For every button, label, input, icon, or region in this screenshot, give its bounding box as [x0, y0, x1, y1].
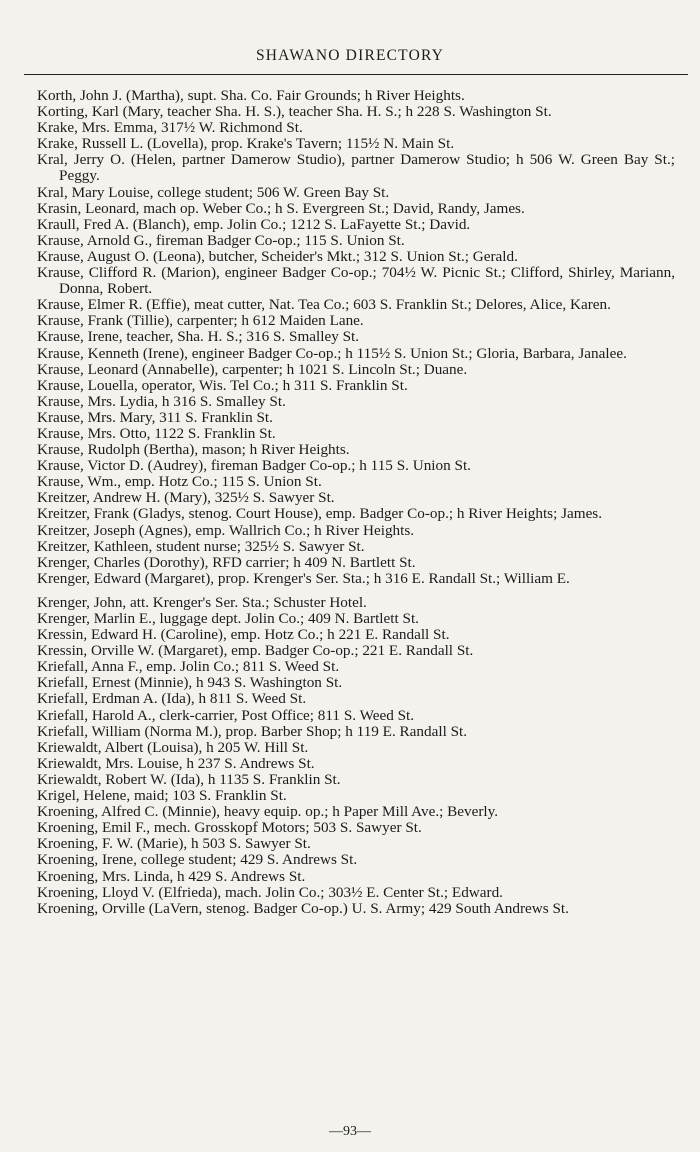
directory-entry: Kriefall, Harold A., clerk-carrier, Post Office; 811 S. Weed St.: [37, 706, 415, 724]
directory-entry: Kral, Mary Louise, college student; 506 W. Green Bay St.: [37, 183, 390, 201]
directory-entry: Kriefall, Erdman A. (Ida), h 811 S. Weed St.: [37, 690, 307, 708]
directory-entry: Krause, Leonard (Annabelle), carpenter; h 1021 S. Lincoln St.; Duane.: [37, 360, 468, 378]
directory-entry: Krause, August O. (Leona), butcher, Scheider's Mkt.; 312 S. Union St.; Gerald.: [37, 247, 518, 265]
directory-entry: Krenger, Charles (Dorothy), RFD carrier; h 409 N. Bartlett St.: [37, 553, 416, 571]
directory-entry: Krake, Russell L. (Lovella), prop. Krake's Tavern; 115½ N. Main St.: [37, 135, 455, 153]
page-number: —93—: [329, 1124, 371, 1139]
directory-entry: Kressin, Edward H. (Caroline), emp. Hotz Co.; h 221 E. Randall St.: [37, 626, 450, 644]
directory-entry: Krause, Arnold G., fireman Badger Co-op.; 115 S. Union St.: [37, 231, 405, 249]
directory-entry: Krause, Frank (Tillie), carpenter; h 612 Maiden Lane.: [37, 312, 364, 330]
directory-entry: Kroening, Orville (LaVern, stenog. Badger Co-op.) U. S. Army; 429 South Andrews St.: [37, 899, 569, 917]
directory-entry: Kreitzer, Kathleen, student nurse; 325½ S. Sawyer St.: [37, 537, 365, 555]
directory-entry: Krause, Mrs. Otto, 1122 S. Franklin St.: [37, 424, 276, 442]
directory-entry: Kroening, Irene, college student; 429 S. Andrews St.: [37, 851, 358, 869]
directory-entry: Kreitzer, Andrew H. (Mary), 325½ S. Sawyer St.: [37, 489, 335, 507]
directory-entry: Krause, Rudolph (Bertha), mason; h River Heights.: [37, 441, 350, 459]
directory-entry: Krause, Louella, operator, Wis. Tel Co.; h 311 S. Franklin St.: [37, 376, 408, 394]
directory-entry: Krenger, Edward (Margaret), prop. Krenger's Ser. Sta.; h 316 E. Randall St.; William E.: [37, 569, 570, 587]
header-rule: [24, 74, 688, 75]
directory-entry: Kriefall, William (Norma M.), prop. Barber Shop; h 119 E. Randall St.: [37, 722, 468, 740]
directory-entry: Korting, Karl (Mary, teacher Sha. H. S.), teacher Sha. H. S.; h 228 S. Washington St.: [37, 103, 552, 121]
directory-entry: Krenger, Marlin E., luggage dept. Jolin Co.; 409 N. Bartlett St.: [37, 610, 419, 627]
directory-entry: Kreitzer, Joseph (Agnes), emp. Wallrich Co.; h River Heights.: [37, 521, 415, 539]
page-header: SHAWANO DIRECTORY: [255, 47, 445, 64]
directory-entry: Kral, Jerry O. (Helen, partner Damerow Studio), partner Damerow Studio; h 506 W. Green Bay St.; Peggy.: [37, 151, 675, 185]
directory-entry: Krasin, Leonard, mach op. Weber Co.; h S. Evergreen St.; David, Randy, James.: [37, 199, 525, 217]
directory-entry: Krake, Mrs. Emma, 317½ W. Richmond St.: [37, 119, 303, 137]
directory-entry: Kroening, F. W. (Marie), h 503 S. Sawyer St.: [37, 835, 311, 853]
directory-listing: [37, 88, 675, 917]
directory-entry: Kroening, Lloyd V. (Elfrieda), mach. Jolin Co.; 303½ E. Center St.; Edward.: [37, 883, 503, 901]
directory-entry: Krause, Mrs. Lydia, h 316 S. Smalley St.: [37, 392, 286, 410]
directory-entry: Krause, Wm., emp. Hotz Co.; 115 S. Union St.: [37, 473, 322, 491]
directory-entry: Kriefall, Ernest (Minnie), h 943 S. Washington St.: [37, 674, 343, 692]
directory-entry: Krause, Kenneth (Irene), engineer Badger Co-op.; h 115½ S. Union St.; Gloria, Barbara, Janalee.: [37, 344, 627, 362]
directory-entry: Kroening, Alfred C. (Minnie), heavy equip. op.; h Paper Mill Ave.; Beverly.: [37, 803, 499, 821]
directory-entry: Kressin, Orville W. (Margaret), emp. Badger Co-op.; 221 E. Randall St.: [37, 642, 474, 660]
directory-entry: Krigel, Helene, maid; 103 S. Franklin St.: [37, 787, 287, 805]
directory-entry: Kroening, Mrs. Linda, h 429 S. Andrews St.: [37, 867, 306, 885]
directory-entry: Krause, Clifford R. (Marion), engineer Badger Co-op.; 704½ W. Picnic St.; Clifford, Shirley, Mariann, Donna, Robert.: [37, 264, 675, 298]
directory-entry: Kriewaldt, Robert W. (Ida), h 1135 S. Franklin St.: [37, 770, 341, 788]
directory-entry: Kriefall, Anna F., emp. Jolin Co.; 811 S. Weed St.: [37, 658, 340, 676]
directory-entry: Kroening, Emil F., mech. Grosskopf Motors; 503 S. Sawyer St.: [37, 819, 422, 837]
directory-entry: Krause, Victor D. (Audrey), fireman Badger Co-op.; h 115 S. Union St.: [37, 457, 471, 475]
directory-entry: Krenger, John, att. Krenger's Ser. Sta.; Schuster Hotel.: [37, 593, 367, 611]
directory-entry: Kriewaldt, Albert (Louisa), h 205 W. Hill St.: [37, 738, 309, 756]
directory-entry: Krause, Irene, teacher, Sha. H. S.; 316 S. Smalley St.: [37, 328, 360, 346]
directory-entry: Korth, John J. (Martha), supt. Sha. Co. Fair Grounds; h River Heights.: [37, 87, 465, 104]
directory-entry: Kreitzer, Frank (Gladys, stenog. Court House), emp. Badger Co-op.; h River Heights; James.: [37, 505, 603, 523]
directory-entry: Krause, Elmer R. (Effie), meat cutter, Nat. Tea Co.; 603 S. Franklin St.; Delores, Alice, Karen.: [37, 296, 611, 314]
directory-entry: Krause, Mrs. Mary, 311 S. Franklin St.: [37, 408, 273, 426]
directory-entry: Kriewaldt, Mrs. Louise, h 237 S. Andrews St.: [37, 754, 315, 772]
directory-entry: Kraull, Fred A. (Blanch), emp. Jolin Co.; 1212 S. LaFayette St.; David.: [37, 215, 471, 233]
